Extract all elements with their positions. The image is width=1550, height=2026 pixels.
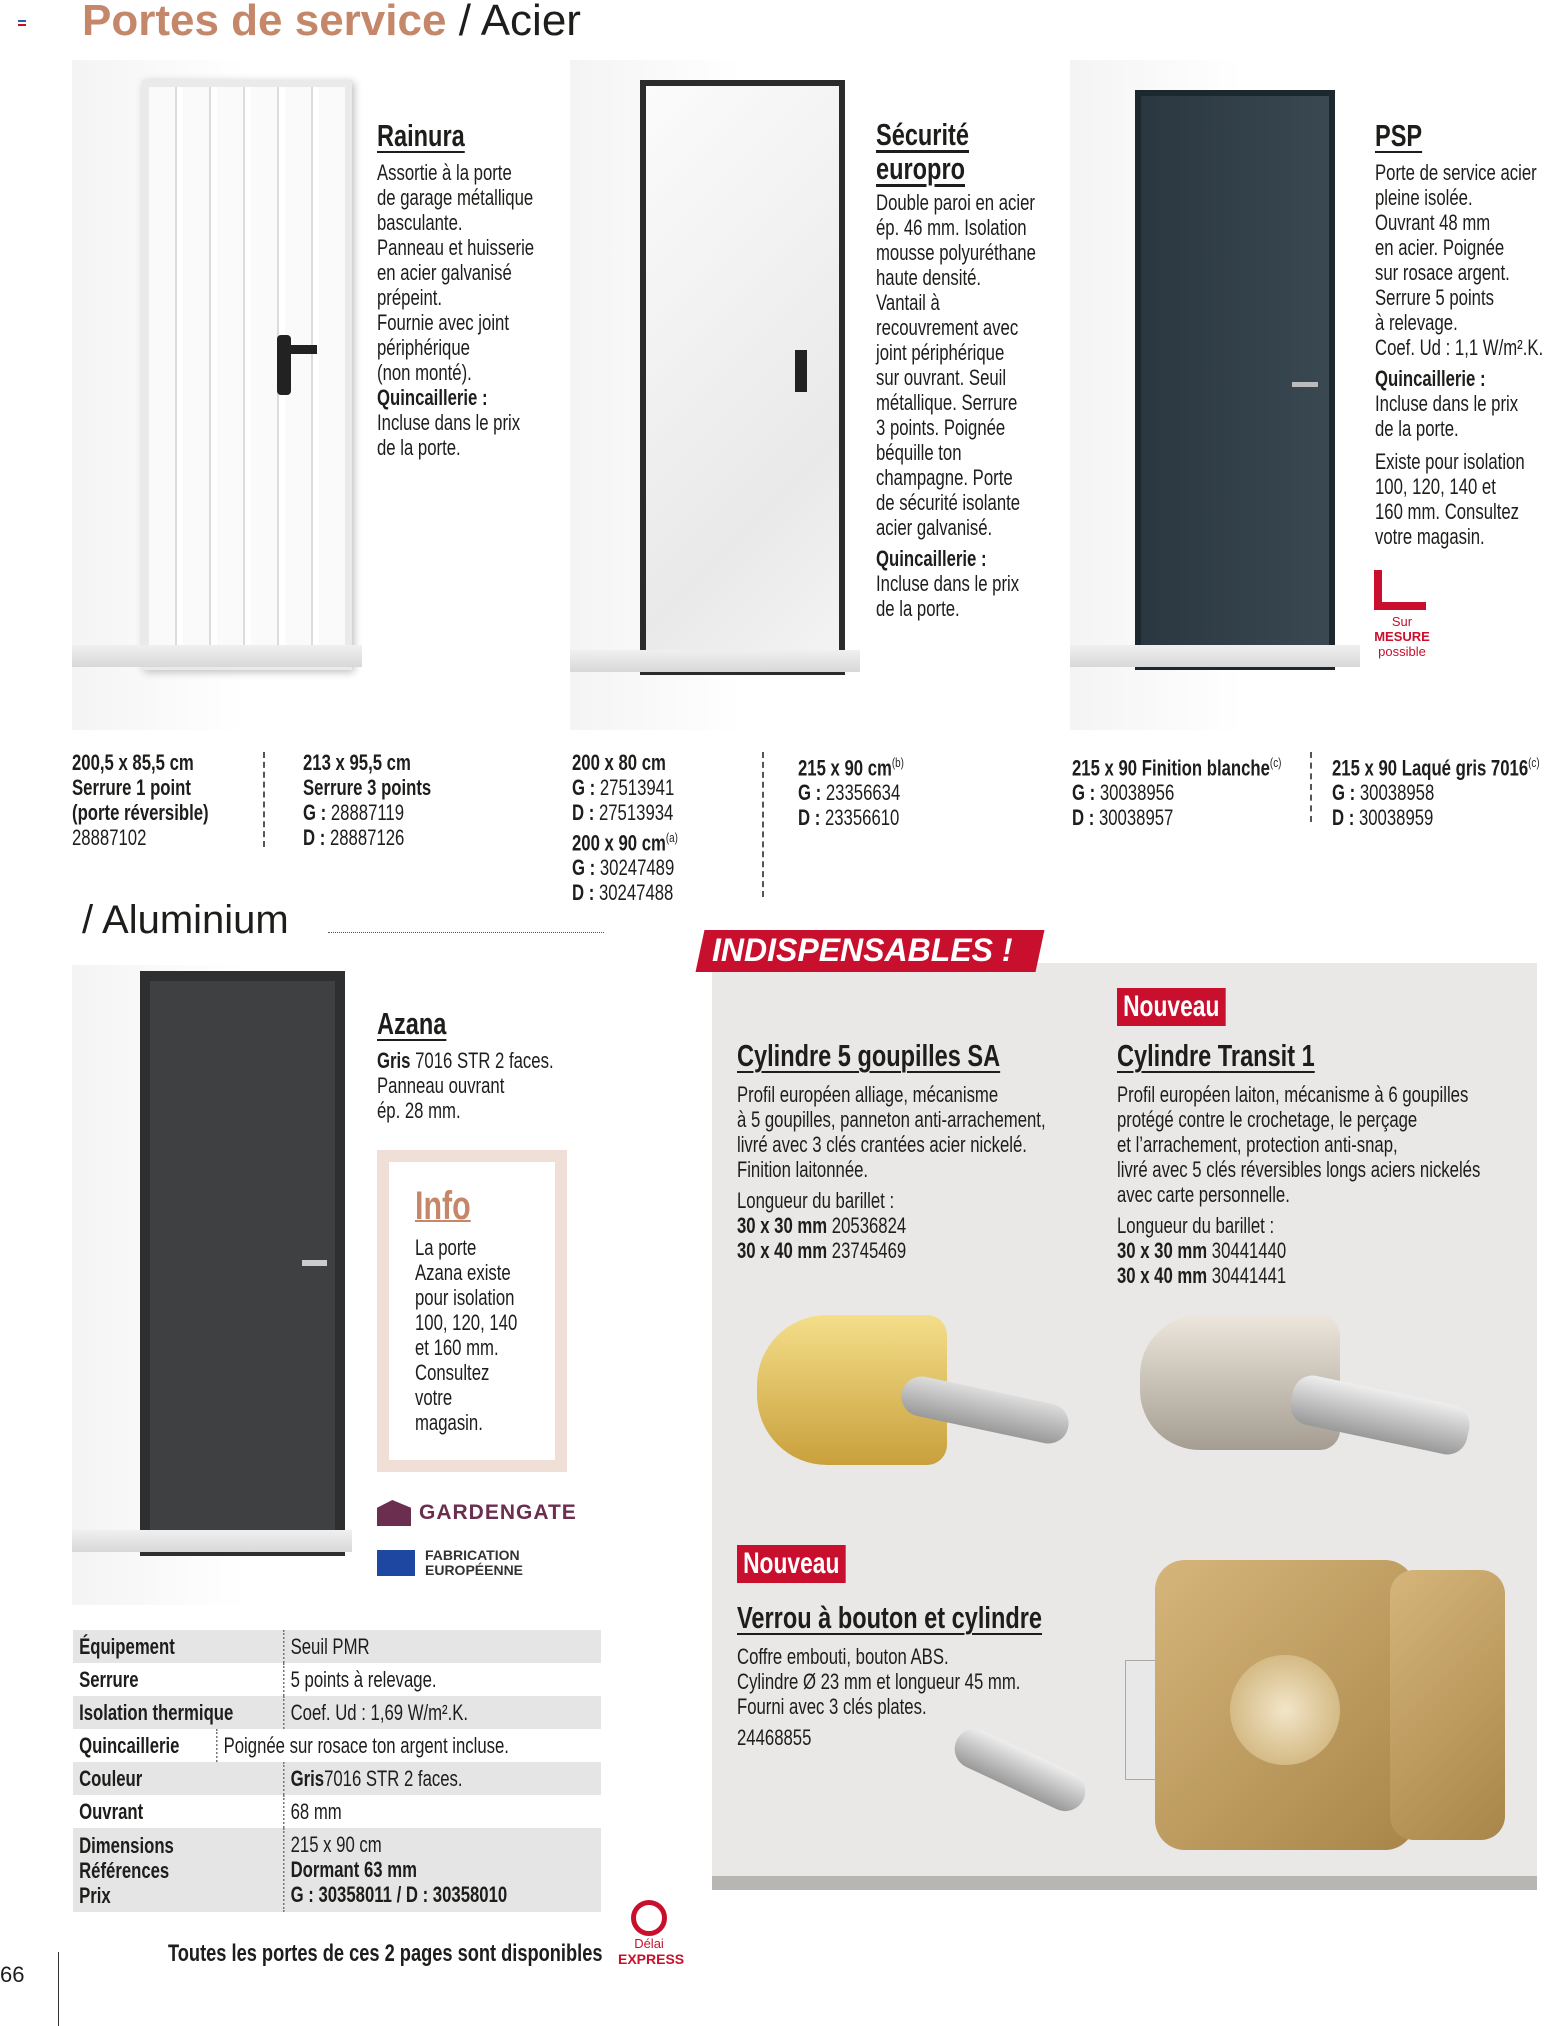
- footer-text: Toutes les portes de ces 2 pages sont disponibles: [168, 1940, 603, 1967]
- azana-text: Azana Gris 7016 STR 2 faces. Panneau ouvrant ép. 28 mm.: [377, 1006, 554, 1123]
- cylindre-transit-1: Cylindre Transit 1 Profil européen laiton, mécanisme à 6 goupilles protégé contre le crochetage, le perçage et l’arrachement, protection anti-snap, livré avec 5 clés réversibles longs aciers nickelés avec carte personnelle. Longueur du barillet : 30 x 30 mm 30441440 30 x 40 mm 30441441: [1117, 1038, 1481, 1288]
- spec-rainura-2: 213 x 95,5 cm Serrure 3 points G : 28887119 D : 28887126: [303, 750, 432, 850]
- nouveau-badge: Nouveau: [737, 1545, 845, 1583]
- table-row: Quincaillerie Poignée sur rosace ton argent incluse.: [73, 1729, 601, 1762]
- page-number: 66: [0, 1962, 25, 1987]
- gardengate-logo: GARDENGATE: [377, 1500, 577, 1526]
- verrou-bouton-cylindre: Verrou à bouton et cylindre Coffre embouti, bouton ABS. Cylindre Ø 23 mm et longueur 45 mm. Fourni avec 3 clés plates. 24468855: [737, 1600, 1043, 1750]
- info-box: Info La porte Azana existe pour isolation 100, 120, 140 et 160 mm. Consultez votre magasin.: [377, 1150, 567, 1472]
- cylindre-5-goupilles: Cylindre 5 goupilles SA Profil européen alliage, mécanisme à 5 goupilles, panneton anti-arrachement, livré avec 3 clés crantées acier nickelé. Finition laitonnée. Longueur du barillet : 30 x 30 mm 20536824 30 x 40 mm 23745469: [737, 1038, 1046, 1263]
- table-row: Dimensions Références Prix 215 x 90 cm Dormant 63 mm G : 30358011 / D : 30358010: [73, 1828, 601, 1912]
- psp-text: PSP Porte de service acier pleine isolée. Ouvrant 48 mm en acier. Poignée sur rosace argent. Serrure 5 points à relevage. Coef. Ud : 1,1 W/m².K. Quincaillerie : Incluse dans le prix de la porte. Existe pour isolation 100, 120, 140 et 160 mm. Consultez votre magasin.: [1375, 118, 1544, 549]
- spec-securite-1: 200 x 80 cm G : 27513941 D : 27513934 200 x 90 $cm^{(a)}$ G : 30247489 D : 30247488: [572, 750, 678, 906]
- securite-europro-text: Sécurité europro Double paroi en acier ép. 46 mm. Isolation mousse polyuréthane haute densité. Vantail à recouvrement avec joint périphérique sur ouvrant. Seuil métallique. Serrure 3 points. Poignée béquille ton champagne. Porte de sécurité isolante acier galvanisé. Quincaillerie : Incluse dans le prix de la porte.: [876, 117, 1036, 621]
- spec-securite-2: 215 x 90 $cm^{(b)}$ G : 23356634 D : 23356610: [798, 755, 904, 831]
- flag-marker: [18, 20, 26, 26]
- eu-flag-icon: [377, 1550, 415, 1576]
- delai-express-badge: Délai EXPRESS: [618, 1900, 680, 1967]
- nouveau-badge: Nouveau: [1117, 988, 1225, 1026]
- table-row: Équipement Seuil PMR: [73, 1630, 601, 1663]
- table-row: Couleur Gris 7016 STR 2 faces.: [73, 1762, 601, 1795]
- spec-psp-2: 215 x 90 Laqué gris 7016$^{(c)}$ G : 30038958 D : 30038959: [1332, 755, 1540, 831]
- banner-text: INDISPENSABLES !: [712, 932, 1013, 968]
- rainura-text: Rainura Assortie à la porte de garage métallique basculante. Panneau et huisserie en acier galvanisé prépeint. Fournie avec joint périphérique (non monté). Quincaillerie : Incluse dans le prix de la porte.: [377, 118, 535, 460]
- sur-mesure-badge: Sur MESURE possible: [1374, 570, 1430, 659]
- azana-spec-table: [73, 1630, 601, 1912]
- rainura-image: [72, 60, 362, 730]
- eu-label: FABRICATION EUROPÉENNE: [377, 1548, 523, 1578]
- psp-image: [1070, 60, 1360, 730]
- spec-psp-1: 215 x 90 Finition blanche$^{(c)}$ G : 30038956 D : 30038957: [1072, 755, 1282, 831]
- verrou-image: [1120, 1560, 1510, 1850]
- azana-image: [72, 965, 362, 1605]
- page-title: Portes de service / Acier: [82, 0, 581, 45]
- aluminium-heading: / Aluminium: [82, 898, 289, 942]
- table-row: Isolation thermique Coef. Ud : 1,69 W/m².K.: [73, 1696, 601, 1729]
- table-row: Ouvrant 68 mm: [73, 1795, 601, 1828]
- ruler-icon: [1374, 570, 1426, 610]
- spec-rainura-1: 200,5 x 85,5 cm Serrure 1 point (porte réversible) 28887102: [72, 750, 209, 850]
- product-name: Rainura: [377, 118, 465, 153]
- securite-europro-image: [570, 60, 860, 730]
- clock-speed-icon: [631, 1900, 667, 1936]
- table-row: Serrure 5 points à relevage.: [73, 1663, 601, 1696]
